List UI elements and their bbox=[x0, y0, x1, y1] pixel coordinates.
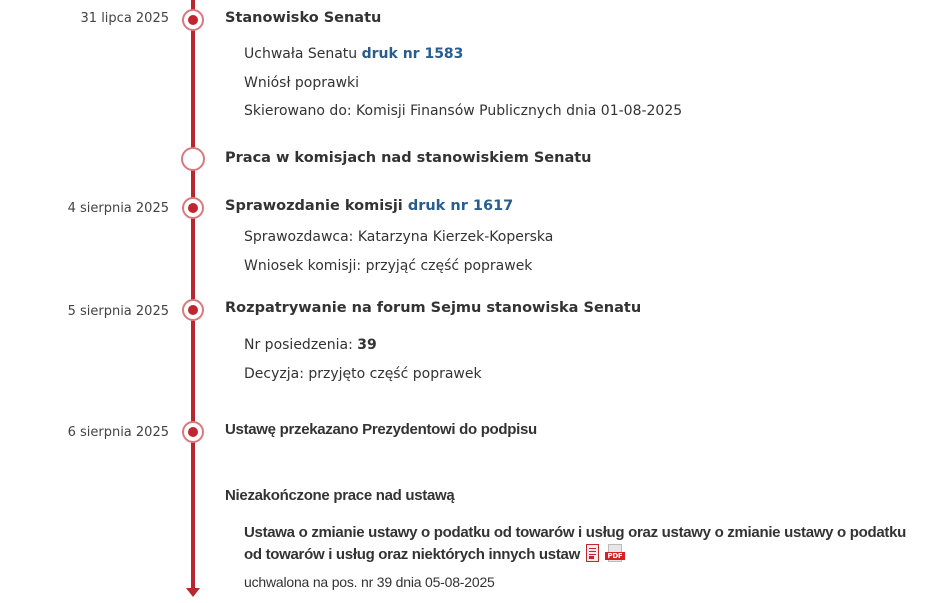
event-title: Praca w komisjach nad stanowiskiem Senatu bbox=[225, 150, 592, 166]
sitting-line bbox=[244, 337, 377, 353]
referred-line: Skierowano do: Komisji Finansów Publicznych dnia 01-08-2025 bbox=[244, 103, 683, 119]
amendments-line: Wniósł poprawki bbox=[244, 75, 360, 91]
timeline-line bbox=[191, 0, 195, 592]
timeline-node-filled-icon bbox=[182, 299, 204, 321]
sitting-label: Nr posiedzenia: bbox=[244, 337, 353, 353]
event-title: Ustawę przekazano Prezydentowi do podpisu bbox=[225, 421, 537, 438]
event-title: Rozpatrywanie na forum Sejmu stanowiska Senatu bbox=[225, 300, 642, 316]
pdf-icon[interactable] bbox=[605, 544, 625, 562]
event-date: 31 lipca 2025 bbox=[80, 11, 169, 26]
document-icon[interactable] bbox=[586, 544, 599, 562]
timeline-arrow-icon bbox=[186, 588, 200, 597]
event-title-text: Sprawozdanie komisji bbox=[225, 198, 403, 214]
act-title-text: Ustawa o zmianie ustawy o podatku od towarów i usług oraz ustawy o zmianie ustawy o podatku od towarów i usług oraz niektórych innych ustaw bbox=[244, 524, 906, 563]
event-date: 4 sierpnia 2025 bbox=[67, 201, 169, 216]
event-date: 5 sierpnia 2025 bbox=[67, 304, 169, 319]
timeline-node-filled-icon bbox=[182, 421, 204, 443]
timeline-node-empty-icon bbox=[181, 147, 205, 171]
act-title bbox=[244, 522, 914, 566]
motion-line: Wniosek komisji: przyjąć część poprawek bbox=[244, 258, 533, 274]
event-date: 6 sierpnia 2025 bbox=[67, 425, 169, 440]
unfinished-heading: Niezakończone prace nad ustawą bbox=[225, 487, 455, 504]
druk-1583-link[interactable]: druk nr 1583 bbox=[361, 46, 464, 62]
event-title bbox=[225, 198, 513, 214]
senate-resolution-line bbox=[244, 46, 463, 62]
rapporteur-line: Sprawozdawca: Katarzyna Kierzek-Koperska bbox=[244, 229, 554, 245]
druk-1617-link[interactable]: druk nr 1617 bbox=[407, 198, 514, 214]
pdf-label: PDF bbox=[605, 552, 625, 560]
timeline-node-filled-icon bbox=[182, 9, 204, 31]
act-meta: uchwalona na pos. nr 39 dnia 05-08-2025 bbox=[244, 574, 495, 590]
decision-line: Decyzja: przyjęto część poprawek bbox=[244, 366, 482, 382]
timeline-node-filled-icon bbox=[182, 197, 204, 219]
resolution-label: Uchwała Senatu bbox=[244, 46, 358, 62]
sitting-number: 39 bbox=[357, 337, 377, 353]
event-title: Stanowisko Senatu bbox=[225, 10, 382, 26]
